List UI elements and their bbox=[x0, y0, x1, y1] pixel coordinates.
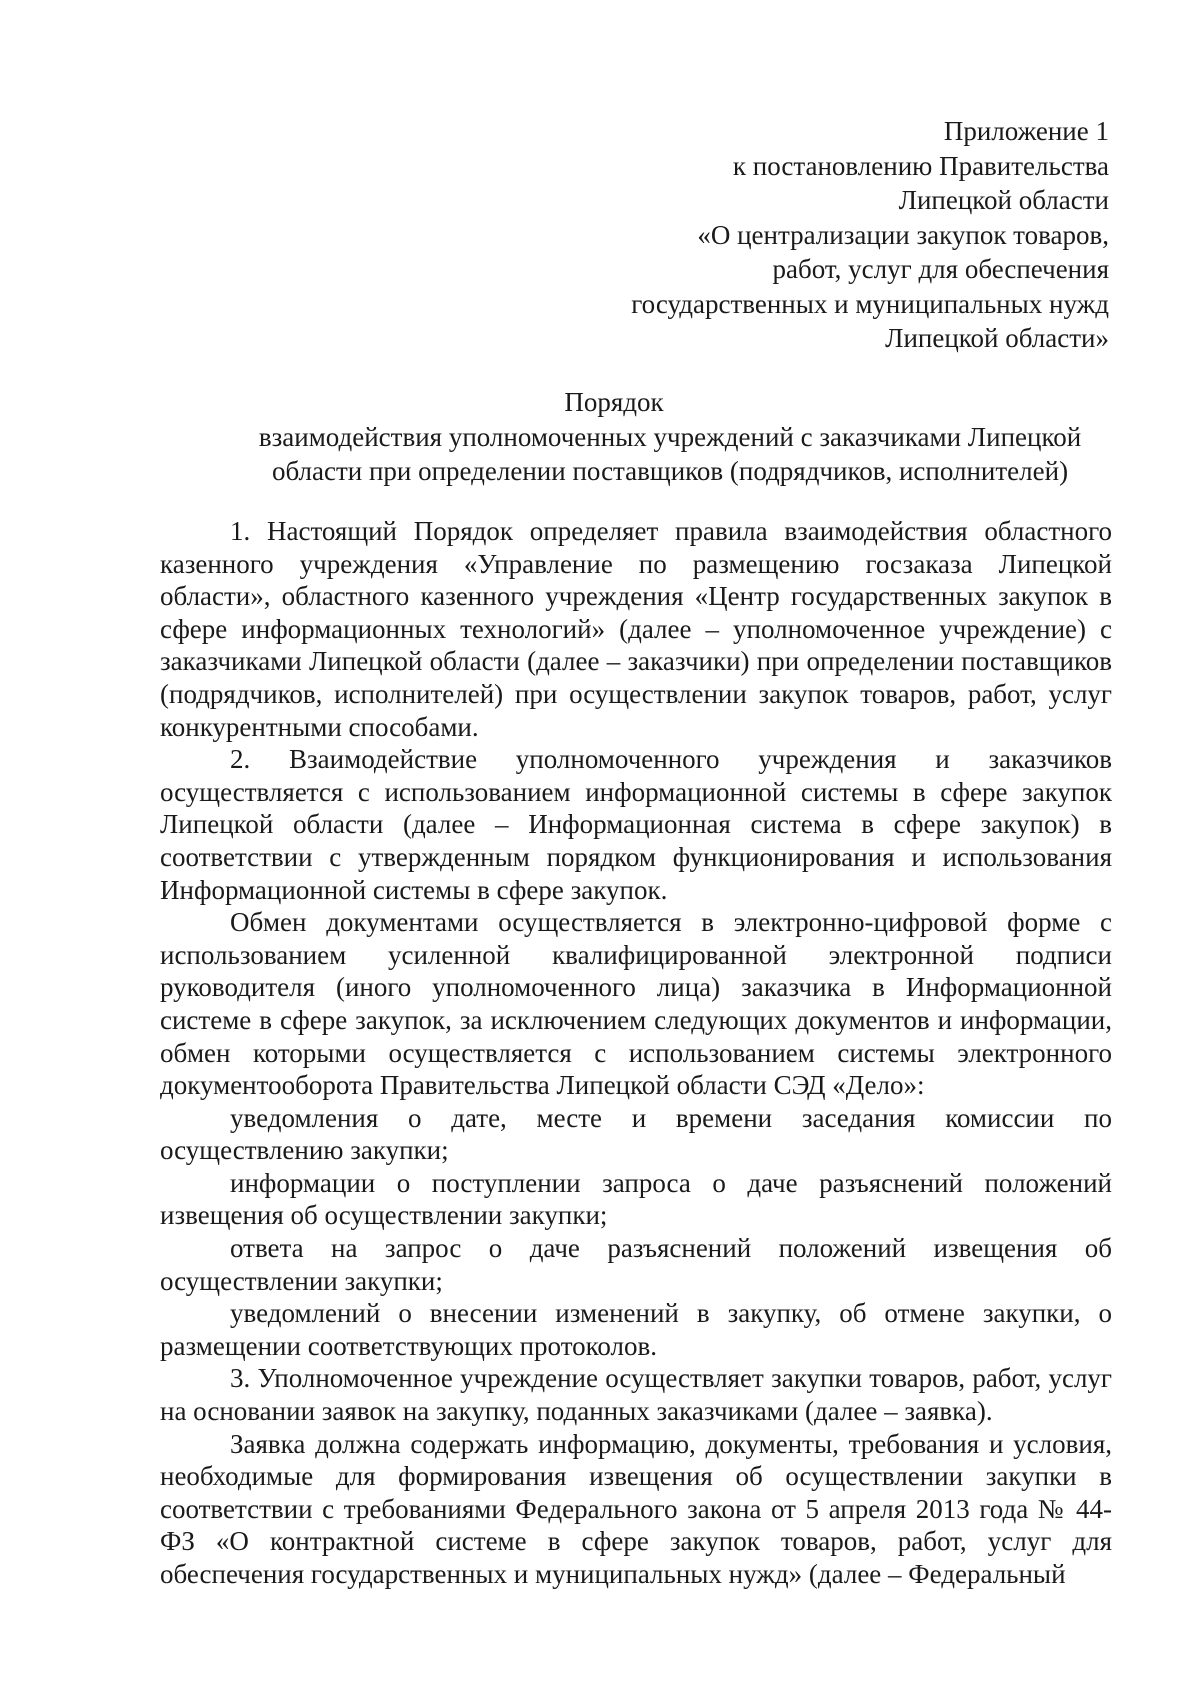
title-heading: Порядок bbox=[564, 387, 664, 417]
paragraph-exchange: Обмен документами осуществляется в электронно-цифровой форме с использованием усиленной квалифицированной электронной подписи руководителя (иного уполномоченного лица) заказчика в Информационной системе в сфере закупок, за исключением следующих документов и информации, обмен которыми осуществляется с использованием системы электронного документооборота Правительства Липецкой области СЭД «Дело»: bbox=[160, 907, 1112, 1101]
paragraph-2: 2. Взаимодействие уполномоченного учреждения и заказчиков осуществляется с использованием информационной системы в сфере закупок Липецкой области (далее – Информационная система в сфере закупок) в соответствии с утвержденным порядком функционирования и использования Информационной системы в сфере закупок. bbox=[160, 744, 1112, 905]
appendix-header bbox=[631, 114, 1109, 356]
paragraph-application: Заявка должна содержать информацию, документы, требования и условия, необходимые для формирования извещения об осуществлении закупки в соответствии с требованиями Федерального закона от 5 апреля 2013 года № 44-ФЗ «О контрактной системе в сфере закупок товаров, работ, услуг для обеспечения государственных и муниципальных нужд» (далее – Федеральный bbox=[160, 1428, 1112, 1589]
list-item-changes: уведомлений о внесении изменений в закупку, об отмене закупки, о размещении соответствующих протоколов. bbox=[160, 1298, 1112, 1361]
appendix-line: работ, услуг для обеспечения bbox=[772, 254, 1109, 284]
appendix-line: Липецкой области» bbox=[885, 323, 1109, 353]
appendix-line: к постановлению Правительства bbox=[732, 150, 1109, 181]
appendix-line: государственных и муниципальных нужд bbox=[631, 288, 1109, 319]
title-line: области при определении поставщиков (подрядчиков, исполнителей) bbox=[271, 456, 1069, 486]
document-title bbox=[0, 385, 1200, 489]
appendix-line: Приложение 1 bbox=[943, 116, 1109, 146]
paragraph-1: 1. Настоящий Порядок определяет правила взаимодействия областного казенного учреждения «Управление по размещению госзаказа Липецкой области», областного казенного учреждения «Центр государственных закупок в сфере информационных технологий» (далее – уполномоченное учреждение) с заказчиками Липецкой области (далее – заказчики) при определении поставщиков (подрядчиков, исполнителей) при осуществлении закупок товаров, работ, услуг конкурентными способами. bbox=[160, 516, 1112, 742]
list-item-answer: ответа на запрос о даче разъяснений положений извещения об осуществлении закупки; bbox=[160, 1233, 1112, 1296]
document-body bbox=[160, 515, 1112, 1591]
paragraph-3: 3. Уполномоченное учреждение осуществляет закупки товаров, работ, услуг на основании заявок на закупку, поданных заказчиками (далее – заявка). bbox=[160, 1363, 1112, 1427]
appendix-line: «О централизации закупок товаров, bbox=[697, 219, 1109, 250]
list-item-notice: уведомления о дате, месте и времени заседания комиссии по осуществлению закупки; bbox=[160, 1102, 1112, 1166]
title-line: взаимодействия уполномоченных учреждений с заказчиками Липецкой bbox=[258, 421, 1082, 452]
appendix-line: Липецкой области bbox=[898, 185, 1109, 215]
list-item-request-info: информации о поступлении запроса о даче разъяснений положений извещения об осуществлении закупки; bbox=[160, 1167, 1112, 1231]
